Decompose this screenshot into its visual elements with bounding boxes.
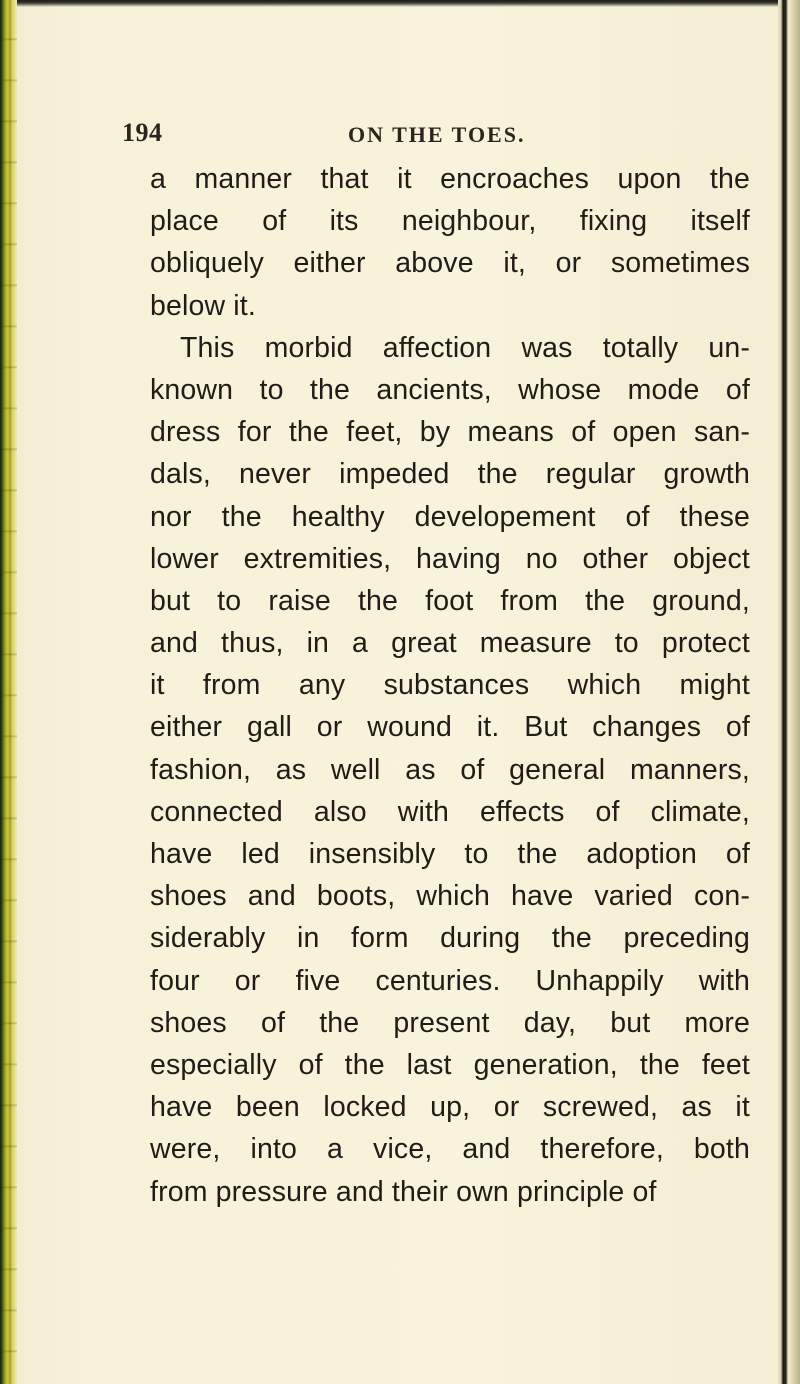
right-page-edge xyxy=(778,0,800,1384)
text-line: and thus, in a great measure to protect xyxy=(150,627,750,660)
text-line: a manner that it encroaches upon the xyxy=(150,163,750,195)
text-line: were, into a vice, and therefore, both xyxy=(150,1133,750,1166)
text-line: known to the ancients, whose mode of xyxy=(150,373,750,406)
text-line: have led insensibly to the adoption of xyxy=(150,838,750,870)
running-title: ON THE TOES. xyxy=(348,122,526,147)
text-line: dals, never impeded the regular growth xyxy=(150,458,750,491)
text-line: lower extremities, having no other object xyxy=(150,542,750,575)
top-page-edge xyxy=(0,0,800,7)
text-line: nor the healthy developement of these xyxy=(150,500,750,533)
text-line: shoes and boots, which have varied con- xyxy=(150,880,750,913)
text-line: This morbid affection was totally un- xyxy=(180,331,750,364)
text-line: have been locked up, or screwed, as it xyxy=(150,1091,750,1124)
text-line: either gall or wound it. But changes of xyxy=(150,711,750,744)
text-line: connected also with effects of climate, xyxy=(150,795,750,828)
text-line: especially of the last generation, the feet xyxy=(150,1048,750,1081)
page-number: 194 xyxy=(122,118,163,147)
text-line: place of its neighbour, fixing itself xyxy=(150,205,750,238)
text-line: siderably in form during the preceding xyxy=(150,922,750,955)
text-line: it from any substances which might xyxy=(150,669,750,702)
text-line: fashion, as well as of general manners, xyxy=(150,753,750,786)
text-line: dress for the feet, by means of open san- xyxy=(150,416,750,449)
text-line: shoes of the present day, but more xyxy=(150,1006,750,1039)
left-binding-edge xyxy=(0,0,17,1384)
text-line: obliquely either above it, or sometimes xyxy=(150,247,750,280)
text-line: but to raise the foot from the ground, xyxy=(150,584,750,617)
text-line: below it. xyxy=(150,289,256,322)
running-head xyxy=(122,118,682,158)
text-line: from pressure and their own principle of xyxy=(150,1175,657,1208)
body-text xyxy=(150,158,750,1213)
text-line: four or five centuries. Unhappily with xyxy=(150,964,750,997)
